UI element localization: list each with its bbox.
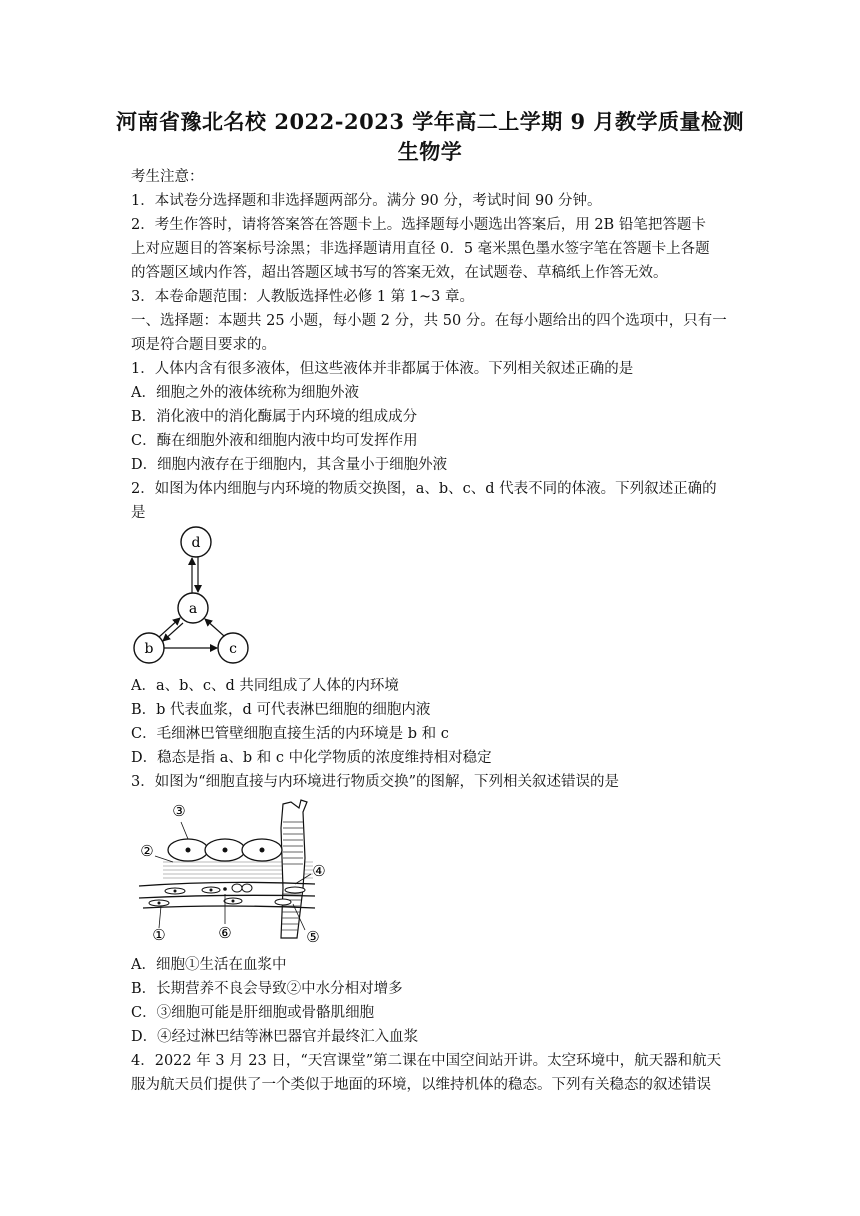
node-c-label: c — [229, 641, 237, 657]
notice-item: 1．本试卷分选择题和非选择题两部分。满分 90 分，考试时间 90 分钟。 — [131, 193, 602, 209]
node-c — [218, 633, 248, 663]
section-heading-cont: 项是符合题目要求的。 — [131, 337, 276, 353]
label-5: ⑤ — [306, 928, 320, 946]
question-4-stem: 4．2022 年 3 月 23 日，“天宫课堂”第二课在中国空间站开讲。太空环境中，航天器和航天 — [131, 1053, 722, 1069]
arrow-c-to-a — [205, 619, 224, 636]
lymphatic-vessel — [281, 800, 307, 938]
question-2-option-c: C．毛细淋巴管壁细胞直接生活的内环境是 b 和 c — [131, 726, 449, 742]
arrow-a-to-b — [163, 623, 183, 641]
question-3-option-a: A．细胞①生活在血浆中 — [131, 957, 287, 973]
node-b — [134, 633, 164, 663]
question-3-option-c: C．③细胞可能是肝细胞或骨骼肌细胞 — [131, 1005, 375, 1021]
question-3-option-d: D．④经过淋巴结等淋巴器官并最终汇入血浆 — [131, 1029, 419, 1045]
question-1-option-b: B．消化液中的消化酶属于内环境的组成成分 — [131, 409, 418, 425]
exam-title: 河南省豫北名校 2022-2023 学年高二上学期 9 月教学质量检测 — [116, 109, 744, 134]
node-d — [181, 527, 211, 557]
notice-item: 的答题区域内作答，超出答题区域书写的答案无效，在试题卷、草稿纸上作答无效。 — [131, 265, 668, 281]
arrow-b-to-a — [159, 618, 180, 637]
node-d-label: d — [191, 535, 201, 551]
notice-item: 2．考生作答时，请将答案答在答题卡上。选择题每小题选出答案后，用 2B 铅笔把答题卡 — [131, 217, 706, 233]
node-b-label: b — [144, 641, 154, 657]
question-2-option-b: B．b 代表血浆，d 可代表淋巴细胞的细胞内液 — [131, 702, 431, 718]
question-2-stem: 2．如图为体内细胞与内环境的物质交换图，a、b、c、d 代表不同的体液。下列叙述正确的 — [131, 481, 717, 497]
question-2-option-a: A．a、b、c、d 共同组成了人体的内环境 — [131, 678, 399, 694]
question-4-stem-cont: 服为航天员们提供了一个类似于地面的环境，以维持机体的稳态。下列有关稳态的叙述错误 — [131, 1077, 711, 1093]
notice-item: 3．本卷命题范围：人教版选择性必修 1 第 1~3 章。 — [131, 289, 474, 305]
label-1: ① — [152, 926, 166, 944]
question-1-option-c: C．酶在细胞外液和细胞内液中均可发挥作用 — [131, 433, 418, 449]
notice-item: 上对应题目的答案标号涂黑；非选择题请用直径 0．5 毫米黑色墨水签字笔在答题卡上各题 — [131, 241, 710, 257]
fluid-exchange-diagram — [128, 524, 258, 666]
tissue-cells — [168, 839, 282, 861]
node-a — [178, 593, 208, 623]
question-1-option-d: D．细胞内液存在于细胞内，其含量小于细胞外液 — [131, 457, 448, 473]
node-a-label: a — [188, 601, 198, 617]
question-2-stem-cont: 是 — [131, 505, 146, 521]
question-1-option-a: A．细胞之外的液体统称为细胞外液 — [131, 385, 359, 401]
label-3: ③ — [172, 802, 186, 820]
exam-subject: 生物学 — [397, 139, 463, 164]
label-4: ④ — [312, 862, 326, 880]
label-2: ② — [140, 842, 154, 860]
question-1-stem: 1．人体内含有很多液体，但这些液体并非都属于体液。下列相关叙述正确的是 — [131, 361, 634, 377]
label-6: ⑥ — [218, 924, 232, 942]
question-3-option-b: B．长期营养不良会导致②中水分相对增多 — [131, 981, 403, 997]
question-2-option-d: D．稳态是指 a、b 和 c 中化学物质的浓度维持相对稳定 — [131, 750, 492, 766]
question-3-stem: 3．如图为“细胞直接与内环境进行物质交换”的图解，下列相关叙述错误的是 — [131, 774, 620, 790]
tissue-exchange-diagram — [133, 798, 333, 946]
section-heading: 一、选择题：本题共 25 小题，每小题 2 分，共 50 分。在每小题给出的四个选项中，只有一 — [131, 313, 727, 329]
notice-heading: 考生注意： — [131, 169, 204, 185]
